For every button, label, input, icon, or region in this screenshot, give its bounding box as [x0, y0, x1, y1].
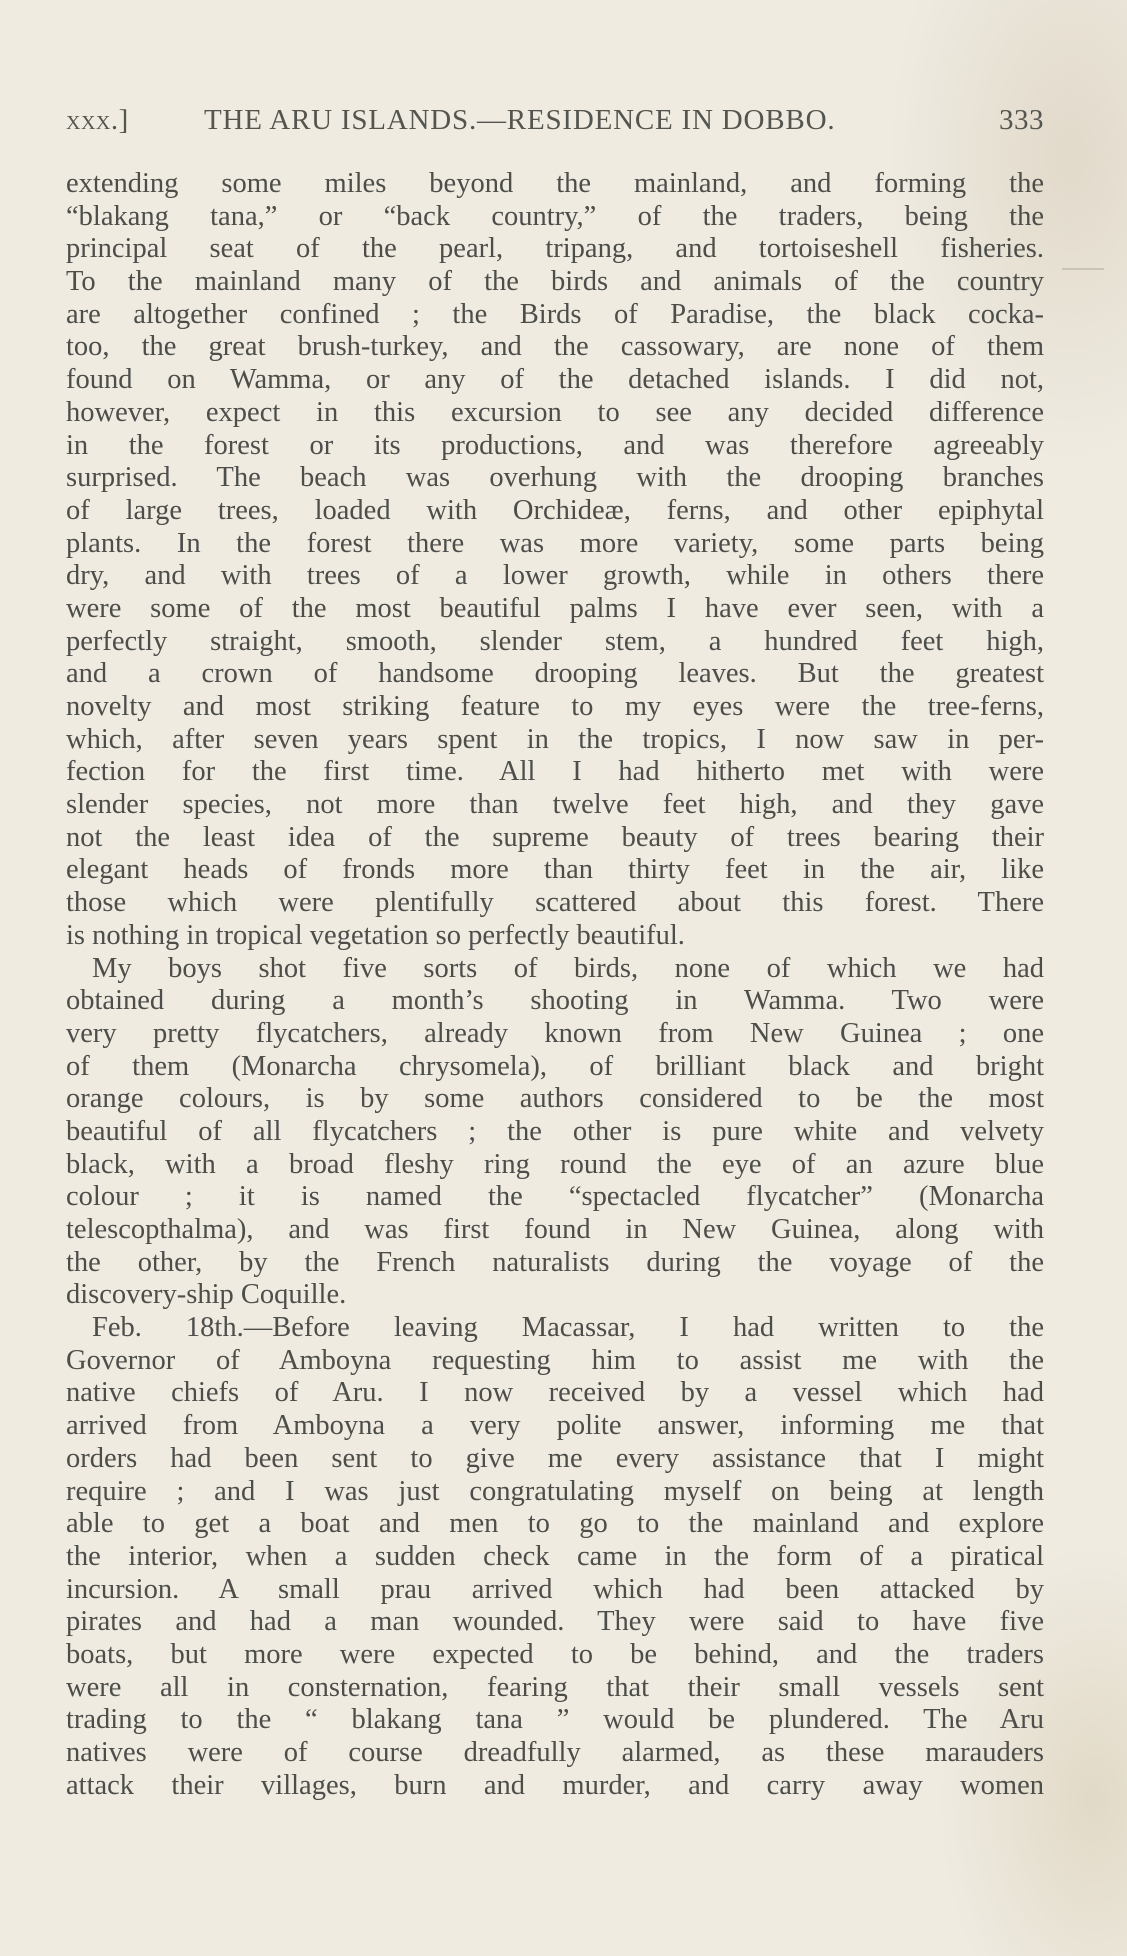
- text-line: pirates and had a man wounded. They were said to have five: [66, 1606, 1044, 1638]
- text-line: not the least idea of the supreme beauty of trees bearing their: [66, 821, 1044, 853]
- text-line: “blakang tana,” or “back country,” of the traders, being the: [66, 200, 1044, 232]
- text-line: too, the great brush-turkey, and the cassowary, are none of them: [66, 331, 1044, 363]
- text-line: extending some miles beyond the mainland, and forming the: [66, 168, 1044, 199]
- text-line: orange colours, is by some authors considered to be the most: [66, 1083, 1044, 1115]
- text-line: black, with a broad fleshy ring round the eye of an azure blue: [66, 1148, 1044, 1180]
- text-line: which, after seven years spent in the tropics, I now saw in per-: [66, 723, 1044, 755]
- text-line: orders had been sent to give me every assistance that I might: [66, 1442, 1044, 1474]
- text-line: elegant heads of fronds more than thirty feet in the air, like: [66, 854, 1044, 886]
- text-line: plants. In the forest there was more variety, some parts being: [66, 527, 1044, 559]
- text-line: are altogether confined ; the Birds of Paradise, the black cocka-: [66, 298, 1044, 330]
- text-line: surprised. The beach was overhung with the drooping branches: [66, 462, 1044, 494]
- text-line: boats, but more were expected to be behind, and the traders: [66, 1638, 1044, 1670]
- text-line: arrived from Amboyna a very polite answer, informing me that: [66, 1410, 1044, 1442]
- text-line: however, expect in this excursion to see any decided difference: [66, 396, 1044, 428]
- text-line: in the forest or its productions, and was therefore agreeably: [66, 429, 1044, 461]
- text-line: dry, and with trees of a lower growth, while in others there: [66, 560, 1044, 592]
- text-line: incursion. A small prau arrived which had been attacked by: [66, 1573, 1044, 1605]
- running-header: [66, 104, 1044, 144]
- text-line: To the mainland many of the birds and animals of the country: [66, 266, 1044, 298]
- text-line: the interior, when a sudden check came in the form of a piratical: [66, 1540, 1044, 1572]
- text-line: slender species, not more than twelve feet high, and they gave: [66, 789, 1044, 821]
- text-line: colour ; it is named the “spectacled flycatcher” (Monarcha: [66, 1181, 1044, 1213]
- text-line: principal seat of the pearl, tripang, and tortoiseshell fisheries.: [66, 233, 1044, 265]
- text-line: native chiefs of Aru. I now received by a vessel which had: [66, 1377, 1044, 1409]
- text-line: novelty and most striking feature to my eyes were the tree-ferns,: [66, 691, 1044, 722]
- text-line: natives were of course dreadfully alarmed, as these marauders: [66, 1737, 1044, 1768]
- text-line: is nothing in tropical vegetation so perfectly beautiful.: [66, 919, 685, 951]
- margin-mark: [1062, 268, 1104, 270]
- text-line: were some of the most beautiful palms I have ever seen, with a: [66, 592, 1044, 624]
- text-line: very pretty flycatchers, already known from New Guinea ; one: [66, 1017, 1044, 1049]
- text-line: require ; and I was just congratulating myself on being at length: [66, 1475, 1044, 1507]
- text-line: trading to the “ blakang tana ” would be plundered. The Aru: [66, 1704, 1044, 1736]
- text-line: the other, by the French naturalists during the voyage of the: [66, 1246, 1044, 1278]
- paragraph-first-line: Feb. 18th.—Before leaving Macassar, I had written to the: [92, 1312, 1044, 1344]
- text-line: beautiful of all flycatchers ; the other is pure white and velvety: [66, 1115, 1044, 1147]
- text-line: Governor of Amboyna requesting him to assist me with the: [66, 1344, 1044, 1376]
- text-line: fection for the first time. All I had hitherto met with were: [66, 756, 1044, 788]
- text-line: attack their villages, burn and murder, and carry away women: [66, 1769, 1044, 1801]
- text-line: telescopthalma), and was first found in New Guinea, along with: [66, 1214, 1044, 1245]
- paragraph-first-line: My boys shot five sorts of birds, none of which we had: [92, 952, 1044, 984]
- text-line: and a crown of handsome drooping leaves. But the greatest: [66, 658, 1044, 690]
- text-line: obtained during a month’s shooting in Wamma. Two were: [66, 985, 1044, 1017]
- text-line: found on Wamma, or any of the detached islands. I did not,: [66, 364, 1044, 396]
- body-text: [66, 168, 1044, 1802]
- chapter-number: xxx.]: [66, 104, 129, 136]
- text-line: of large trees, loaded with Orchideæ, ferns, and other epiphytal: [66, 494, 1044, 526]
- text-line: perfectly straight, smooth, slender stem, a hundred feet high,: [66, 625, 1044, 657]
- text-line: able to get a boat and men to go to the mainland and explore: [66, 1508, 1044, 1540]
- page-number: 333: [999, 104, 1044, 136]
- running-title: THE ARU ISLANDS.—RESIDENCE IN DOBBO.: [204, 104, 836, 136]
- text-line: those which were plentifully scattered about this forest. There: [66, 887, 1044, 919]
- text-line: of them (Monarcha chrysomela), of brilliant black and bright: [66, 1050, 1044, 1082]
- text-line: discovery-ship Coquille.: [66, 1279, 347, 1311]
- text-line: were all in consternation, fearing that their small vessels sent: [66, 1671, 1044, 1703]
